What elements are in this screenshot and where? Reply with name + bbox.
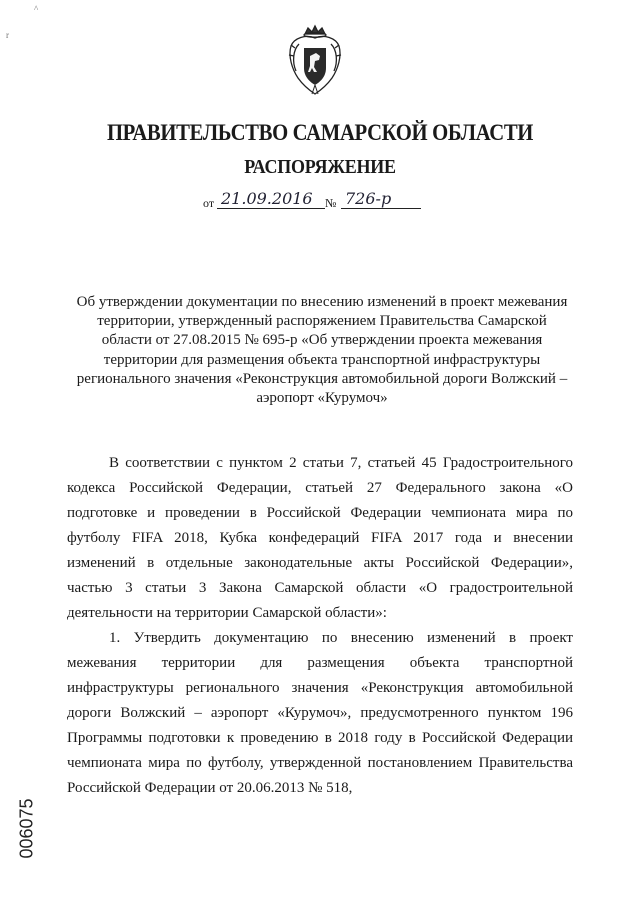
body-paragraph-2: 1. Утвердить документацию по внесению изменений в проект межевания территории для размещения объекта транспортной инфраструктуры регионального значения «Реконструкция автомобильной дороги Волжский – аэропорт «Курумоч», предусмотренного пунктом 196 Программы подготовки к проведению в 2018 году в Российской Федерации чемпионата мира по футболу, утвержденной постановлением Правительства Российской Федерации от 20.06.2013 № 518,: [67, 630, 573, 796]
document-subject: Об утверждении документации по внесению изменений в проект межевания территории, утвержденный распоряжением Правительства Самарской области от 27.08.2015 № 695-р «Об утверждении проекта межевания территории для размещения объекта транспортной инфраструктуры регионального значения «Реконструкция автомобильной дороги Волжский – аэропорт «Курумоч»: [76, 294, 568, 407]
government-title: ПРАВИТЕЛЬСТВО САМАРСКОЙ ОБЛАСТИ: [106, 120, 534, 145]
margin-stamp-number: 006075: [16, 798, 37, 859]
date-prefix: от: [203, 196, 215, 210]
samara-coat-of-arms-icon: [286, 24, 344, 98]
number-prefix: №: [325, 196, 337, 210]
date-number-line: [203, 190, 443, 212]
body-paragraph-1: В соответствии с пунктом 2 статьи 7, статьей 45 Градостроительного кодекса Российской Федерации, статьей 27 Федерального закона «О подготовке и проведении в Российской Федерации чемпионата мира по футболу FIFA 2018, Кубка конфедераций FIFA 2017 года и внесении изменений в отдельные законодательные акты Российской Федерации», частью 3 статьи 3 Закона Самарской области «О градостроительной деятельности на территории Самарской области»:: [67, 455, 573, 621]
document-body: [67, 451, 573, 801]
corner-mark-left: r: [6, 30, 9, 40]
handwritten-date: 21.09.2016: [217, 190, 325, 209]
handwritten-number: 726-р: [341, 190, 421, 209]
corner-mark-top: ^: [34, 4, 39, 14]
document-type: РАСПОРЯЖЕНИЕ: [244, 156, 396, 178]
